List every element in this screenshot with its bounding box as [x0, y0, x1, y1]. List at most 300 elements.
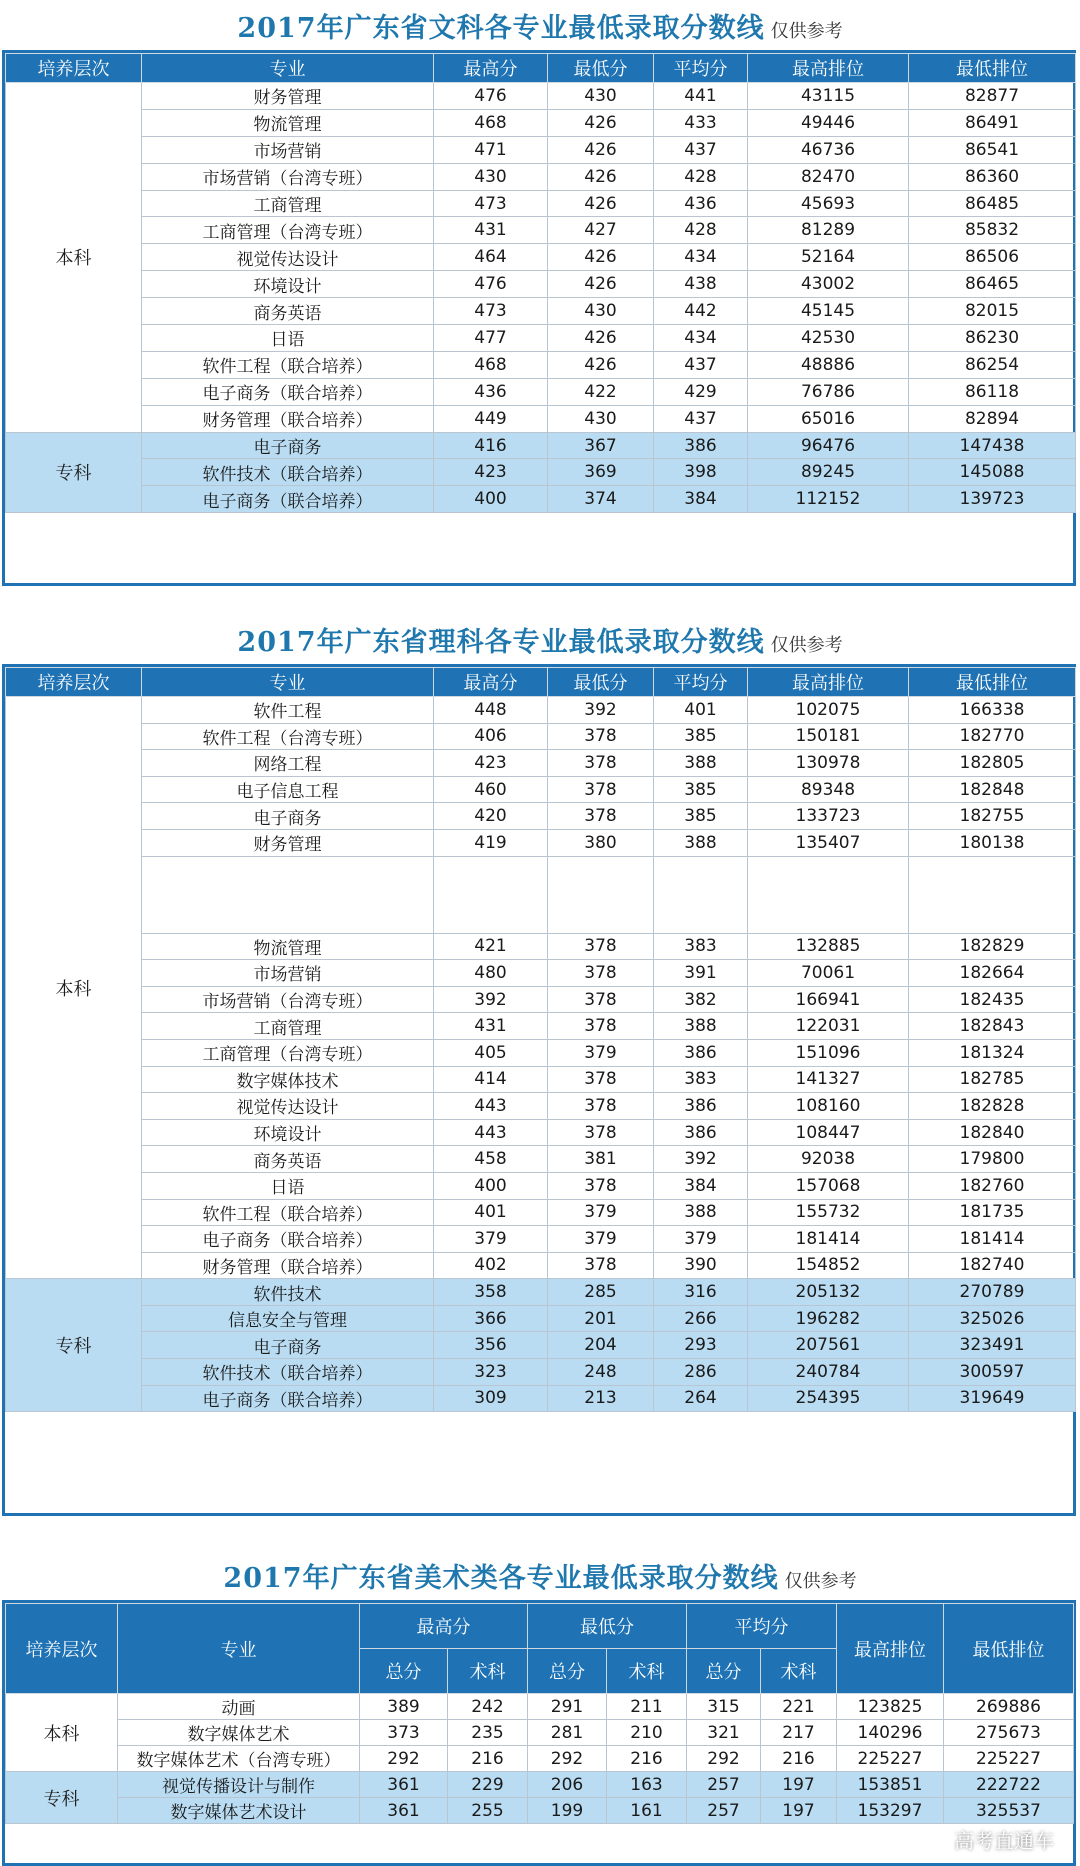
value-cell: 379: [548, 1199, 654, 1226]
value-cell: 182770: [909, 723, 1076, 750]
major-cell: 软件技术（联合培养）: [142, 1359, 434, 1386]
value-cell: 434: [654, 244, 748, 271]
title-text: 2017年广东省理科各专业最低录取分数线: [237, 627, 765, 658]
value-cell: 367: [548, 432, 654, 459]
value-cell: 309: [434, 1385, 548, 1412]
value-cell: 49446: [748, 109, 909, 136]
major-cell: 电子商务: [142, 803, 434, 830]
value-cell: 92038: [748, 1146, 909, 1173]
table-row: [6, 1359, 1076, 1386]
score-table: [5, 667, 1076, 1412]
value-cell: 43002: [748, 271, 909, 298]
table-row: [6, 856, 1076, 933]
major-cell: 网络工程: [142, 750, 434, 777]
value-cell: 468: [434, 351, 548, 378]
value-cell: 255: [448, 1798, 528, 1824]
value-cell: 181414: [748, 1226, 909, 1253]
table-row: [6, 1252, 1076, 1279]
value-cell: 210: [607, 1720, 687, 1746]
value-cell: 293: [654, 1332, 748, 1359]
value-cell: 361: [360, 1772, 448, 1798]
value-cell: 257: [687, 1772, 761, 1798]
value-cell: 430: [434, 163, 548, 190]
value-cell: 419: [434, 829, 548, 856]
value-cell: 401: [654, 697, 748, 724]
value-cell: 433: [654, 109, 748, 136]
value-cell: 163: [607, 1772, 687, 1798]
value-cell: 206: [528, 1772, 607, 1798]
value-cell: 275673: [944, 1720, 1074, 1746]
value-cell: 449: [434, 405, 548, 432]
major-cell: 工商管理: [142, 1013, 434, 1040]
value-cell: 480: [434, 960, 548, 987]
value-cell: 182664: [909, 960, 1076, 987]
value-cell: 155732: [748, 1199, 909, 1226]
column-header: 培养层次: [6, 668, 142, 697]
value-cell: 139723: [909, 486, 1076, 513]
value-cell: 181735: [909, 1199, 1076, 1226]
value-cell: 199: [528, 1798, 607, 1824]
value-cell: 145088: [909, 459, 1076, 486]
value-cell: 108447: [748, 1119, 909, 1146]
value-cell: [748, 856, 909, 933]
major-cell: 工商管理（台湾专班）: [142, 217, 434, 244]
table-row: [6, 1199, 1076, 1226]
major-cell: 工商管理: [142, 190, 434, 217]
value-cell: 388: [654, 1199, 748, 1226]
value-cell: 464: [434, 244, 548, 271]
value-cell: 150181: [748, 723, 909, 750]
value-cell: 197: [761, 1772, 837, 1798]
value-cell: 381: [548, 1146, 654, 1173]
column-header: 平均分: [687, 1604, 837, 1649]
title-text: 2017年广东省美术类各专业最低录取分数线: [223, 1563, 779, 1594]
value-cell: 153297: [837, 1798, 944, 1824]
value-cell: 431: [434, 217, 548, 244]
column-header: 培养层次: [6, 54, 142, 83]
major-cell: 市场营销: [142, 136, 434, 163]
value-cell: 315: [687, 1694, 761, 1720]
level-cell: 专科: [6, 1279, 142, 1412]
value-cell: 89348: [748, 776, 909, 803]
column-header: 最低分: [548, 54, 654, 83]
value-cell: 361: [360, 1798, 448, 1824]
value-cell: 426: [548, 163, 654, 190]
value-cell: 86485: [909, 190, 1076, 217]
value-cell: 166338: [909, 697, 1076, 724]
value-cell: 476: [434, 83, 548, 110]
value-cell: 157068: [748, 1172, 909, 1199]
major-cell: 电子商务（联合培养）: [142, 486, 434, 513]
table-row: [6, 1746, 1074, 1772]
fine-arts-table: [2, 1600, 1076, 1866]
value-cell: 378: [548, 960, 654, 987]
value-cell: 384: [654, 1172, 748, 1199]
value-cell: 316: [654, 1279, 748, 1306]
value-cell: 421: [434, 933, 548, 960]
major-cell: 软件工程: [142, 697, 434, 724]
watermark: 高考直通车: [954, 1829, 1054, 1853]
value-cell: 45693: [748, 190, 909, 217]
value-cell: 323: [434, 1359, 548, 1386]
value-cell: 386: [654, 432, 748, 459]
value-cell: 182848: [909, 776, 1076, 803]
major-cell: 物流管理: [142, 109, 434, 136]
value-cell: 436: [654, 190, 748, 217]
value-cell: 378: [548, 986, 654, 1013]
value-cell: 46736: [748, 136, 909, 163]
value-cell: 48886: [748, 351, 909, 378]
value-cell: 386: [654, 1039, 748, 1066]
level-cell: 本科: [6, 697, 142, 1279]
value-cell: 374: [548, 486, 654, 513]
value-cell: 385: [654, 803, 748, 830]
value-cell: 147438: [909, 432, 1076, 459]
value-cell: 378: [548, 1093, 654, 1120]
value-cell: 286: [654, 1359, 748, 1386]
level-cell: 本科: [6, 83, 142, 433]
value-cell: 460: [434, 776, 548, 803]
value-cell: 422: [548, 378, 654, 405]
value-cell: 269886: [944, 1694, 1074, 1720]
value-cell: 133723: [748, 803, 909, 830]
value-cell: 82894: [909, 405, 1076, 432]
column-header: 平均分: [654, 668, 748, 697]
table-row: [6, 432, 1076, 459]
table-row: [6, 776, 1076, 803]
table-row: [6, 1172, 1076, 1199]
major-cell: 软件工程（联合培养）: [142, 1199, 434, 1226]
title-note: 仅供参考: [770, 635, 843, 656]
table-row: [6, 697, 1076, 724]
column-header: 最高排位: [748, 54, 909, 83]
value-cell: 468: [434, 109, 548, 136]
value-cell: 179800: [909, 1146, 1076, 1173]
value-cell: 207561: [748, 1332, 909, 1359]
value-cell: 240784: [748, 1359, 909, 1386]
value-cell: 389: [360, 1694, 448, 1720]
value-cell: [548, 856, 654, 933]
table-row: [6, 1332, 1076, 1359]
table-row: [6, 750, 1076, 777]
table-row: [6, 1772, 1074, 1798]
table-row: [6, 244, 1076, 271]
column-subheader: 术科: [761, 1649, 837, 1694]
science-table: [2, 664, 1076, 1516]
table-row: [6, 1226, 1076, 1253]
value-cell: 319649: [909, 1385, 1076, 1412]
value-cell: 266: [654, 1305, 748, 1332]
value-cell: 378: [548, 803, 654, 830]
value-cell: 366: [434, 1305, 548, 1332]
value-cell: 392: [548, 697, 654, 724]
table-row: [6, 1013, 1076, 1040]
value-cell: 222722: [944, 1772, 1074, 1798]
major-cell: 数字媒体技术: [142, 1066, 434, 1093]
level-cell: 专科: [6, 1772, 118, 1824]
value-cell: 402: [434, 1252, 548, 1279]
value-cell: 216: [607, 1746, 687, 1772]
title-text: 2017年广东省文科各专业最低录取分数线: [237, 13, 765, 44]
column-header: 最低分: [548, 668, 654, 697]
value-cell: 379: [654, 1226, 748, 1253]
column-header: 专业: [142, 54, 434, 83]
table-row: [6, 486, 1076, 513]
value-cell: 426: [548, 190, 654, 217]
major-cell: 物流管理: [142, 933, 434, 960]
value-cell: 391: [654, 960, 748, 987]
major-cell: 动画: [118, 1694, 360, 1720]
value-cell: 292: [528, 1746, 607, 1772]
value-cell: 431: [434, 1013, 548, 1040]
value-cell: 390: [654, 1252, 748, 1279]
column-header: 最高分: [434, 668, 548, 697]
value-cell: 82015: [909, 298, 1076, 325]
value-cell: 426: [548, 109, 654, 136]
value-cell: 154852: [748, 1252, 909, 1279]
value-cell: 182828: [909, 1093, 1076, 1120]
value-cell: 380: [548, 829, 654, 856]
value-cell: 151096: [748, 1039, 909, 1066]
value-cell: 358: [434, 1279, 548, 1306]
value-cell: 153851: [837, 1772, 944, 1798]
value-cell: 180138: [909, 829, 1076, 856]
value-cell: 182435: [909, 986, 1076, 1013]
value-cell: 382: [654, 986, 748, 1013]
table-row: [6, 960, 1076, 987]
table-row: [6, 351, 1076, 378]
column-header: 最低分: [528, 1604, 687, 1649]
value-cell: 416: [434, 432, 548, 459]
value-cell: 86506: [909, 244, 1076, 271]
major-cell: 日语: [142, 325, 434, 352]
header-row: [6, 668, 1076, 697]
value-cell: 443: [434, 1119, 548, 1146]
value-cell: 392: [654, 1146, 748, 1173]
major-cell: 市场营销: [142, 960, 434, 987]
value-cell: 216: [448, 1746, 528, 1772]
section-title-liberal-arts: [0, 6, 1080, 45]
value-cell: 379: [434, 1226, 548, 1253]
level-cell: 专科: [6, 432, 142, 513]
value-cell: 405: [434, 1039, 548, 1066]
major-cell: 信息安全与管理: [142, 1305, 434, 1332]
value-cell: 197: [761, 1798, 837, 1824]
value-cell: 378: [548, 750, 654, 777]
major-cell: 工商管理（台湾专班）: [142, 1039, 434, 1066]
major-cell: [142, 856, 434, 933]
table-row: [6, 1146, 1076, 1173]
major-cell: 软件技术: [142, 1279, 434, 1306]
value-cell: 96476: [748, 432, 909, 459]
value-cell: 379: [548, 1226, 654, 1253]
value-cell: 384: [654, 486, 748, 513]
major-cell: 日语: [142, 1172, 434, 1199]
value-cell: 264: [654, 1385, 748, 1412]
column-subheader: 总分: [687, 1649, 761, 1694]
value-cell: 123825: [837, 1694, 944, 1720]
major-cell: 视觉传播设计与制作: [118, 1772, 360, 1798]
value-cell: 205132: [748, 1279, 909, 1306]
value-cell: 443: [434, 1093, 548, 1120]
value-cell: 383: [654, 933, 748, 960]
value-cell: 257: [687, 1798, 761, 1824]
major-cell: 财务管理: [142, 83, 434, 110]
table-row: [6, 1119, 1076, 1146]
value-cell: 423: [434, 459, 548, 486]
major-cell: 数字媒体艺术（台湾专班）: [118, 1746, 360, 1772]
value-cell: 473: [434, 190, 548, 217]
value-cell: 270789: [909, 1279, 1076, 1306]
value-cell: 438: [654, 271, 748, 298]
value-cell: 325537: [944, 1798, 1074, 1824]
value-cell: 82877: [909, 83, 1076, 110]
table-row: [6, 217, 1076, 244]
table-row: [6, 829, 1076, 856]
value-cell: 448: [434, 697, 548, 724]
value-cell: 248: [548, 1359, 654, 1386]
table-row: [6, 1798, 1074, 1824]
value-cell: 386: [654, 1119, 748, 1146]
value-cell: 89245: [748, 459, 909, 486]
value-cell: 400: [434, 486, 548, 513]
value-cell: 379: [548, 1039, 654, 1066]
value-cell: 373: [360, 1720, 448, 1746]
value-cell: 235: [448, 1720, 528, 1746]
value-cell: 385: [654, 723, 748, 750]
value-cell: 426: [548, 351, 654, 378]
major-cell: 电子信息工程: [142, 776, 434, 803]
value-cell: 130978: [748, 750, 909, 777]
value-cell: 388: [654, 750, 748, 777]
value-cell: 378: [548, 1119, 654, 1146]
value-cell: 82470: [748, 163, 909, 190]
value-cell: 426: [548, 136, 654, 163]
value-cell: 181414: [909, 1226, 1076, 1253]
column-header: 平均分: [654, 54, 748, 83]
table-row: [6, 803, 1076, 830]
value-cell: 85832: [909, 217, 1076, 244]
column-subheader: 总分: [360, 1649, 448, 1694]
value-cell: 102075: [748, 697, 909, 724]
value-cell: 216: [761, 1746, 837, 1772]
column-header: 专业: [142, 668, 434, 697]
value-cell: 86118: [909, 378, 1076, 405]
table-row: [6, 459, 1076, 486]
value-cell: 429: [654, 378, 748, 405]
value-cell: 166941: [748, 986, 909, 1013]
value-cell: 477: [434, 325, 548, 352]
value-cell: 229: [448, 1772, 528, 1798]
value-cell: 182740: [909, 1252, 1076, 1279]
value-cell: 442: [654, 298, 748, 325]
column-header: 最高排位: [837, 1604, 944, 1694]
section-title-science: [0, 620, 1080, 659]
value-cell: 196282: [748, 1305, 909, 1332]
table-row: [6, 109, 1076, 136]
value-cell: 292: [687, 1746, 761, 1772]
table-row: [6, 325, 1076, 352]
value-cell: 181324: [909, 1039, 1076, 1066]
table-row: [6, 83, 1076, 110]
value-cell: 254395: [748, 1385, 909, 1412]
table-row: [6, 1093, 1076, 1120]
table-row: [6, 190, 1076, 217]
value-cell: 86230: [909, 325, 1076, 352]
score-table: [5, 1603, 1074, 1824]
value-cell: 182755: [909, 803, 1076, 830]
value-cell: 378: [548, 723, 654, 750]
major-cell: 财务管理（联合培养）: [142, 1252, 434, 1279]
table-row: [6, 1385, 1076, 1412]
value-cell: 400: [434, 1172, 548, 1199]
value-cell: 86541: [909, 136, 1076, 163]
value-cell: 434: [654, 325, 748, 352]
value-cell: 161: [607, 1798, 687, 1824]
column-header: 最高分: [434, 54, 548, 83]
table-row: [6, 298, 1076, 325]
value-cell: 292: [360, 1746, 448, 1772]
value-cell: 213: [548, 1385, 654, 1412]
major-cell: 视觉传达设计: [142, 244, 434, 271]
value-cell: 437: [654, 351, 748, 378]
value-cell: 428: [654, 217, 748, 244]
value-cell: 473: [434, 298, 548, 325]
major-cell: 软件技术（联合培养）: [142, 459, 434, 486]
value-cell: 86254: [909, 351, 1076, 378]
table-row: [6, 933, 1076, 960]
title-note: 仅供参考: [784, 1571, 857, 1592]
value-cell: 441: [654, 83, 748, 110]
value-cell: 420: [434, 803, 548, 830]
column-subheader: 术科: [607, 1649, 687, 1694]
value-cell: [434, 856, 548, 933]
major-cell: 财务管理: [142, 829, 434, 856]
value-cell: 291: [528, 1694, 607, 1720]
value-cell: 378: [548, 1066, 654, 1093]
value-cell: 428: [654, 163, 748, 190]
value-cell: 225227: [837, 1746, 944, 1772]
table-row: [6, 136, 1076, 163]
table-row: [6, 1066, 1076, 1093]
value-cell: 217: [761, 1720, 837, 1746]
value-cell: 204: [548, 1332, 654, 1359]
value-cell: 141327: [748, 1066, 909, 1093]
major-cell: 电子商务: [142, 1332, 434, 1359]
major-cell: 环境设计: [142, 1119, 434, 1146]
value-cell: 122031: [748, 1013, 909, 1040]
column-header: 最低排位: [944, 1604, 1074, 1694]
value-cell: 281: [528, 1720, 607, 1746]
value-cell: 182843: [909, 1013, 1076, 1040]
major-cell: 电子商务: [142, 432, 434, 459]
major-cell: 电子商务（联合培养）: [142, 1385, 434, 1412]
value-cell: 437: [654, 405, 748, 432]
value-cell: 476: [434, 271, 548, 298]
value-cell: 378: [548, 1172, 654, 1199]
liberal-arts-table: [2, 50, 1076, 586]
value-cell: 430: [548, 298, 654, 325]
table-row: [6, 1305, 1076, 1332]
major-cell: 商务英语: [142, 1146, 434, 1173]
value-cell: 108160: [748, 1093, 909, 1120]
major-cell: 数字媒体艺术: [118, 1720, 360, 1746]
value-cell: 388: [654, 829, 748, 856]
value-cell: 401: [434, 1199, 548, 1226]
value-cell: 430: [548, 405, 654, 432]
value-cell: 86491: [909, 109, 1076, 136]
value-cell: 140296: [837, 1720, 944, 1746]
